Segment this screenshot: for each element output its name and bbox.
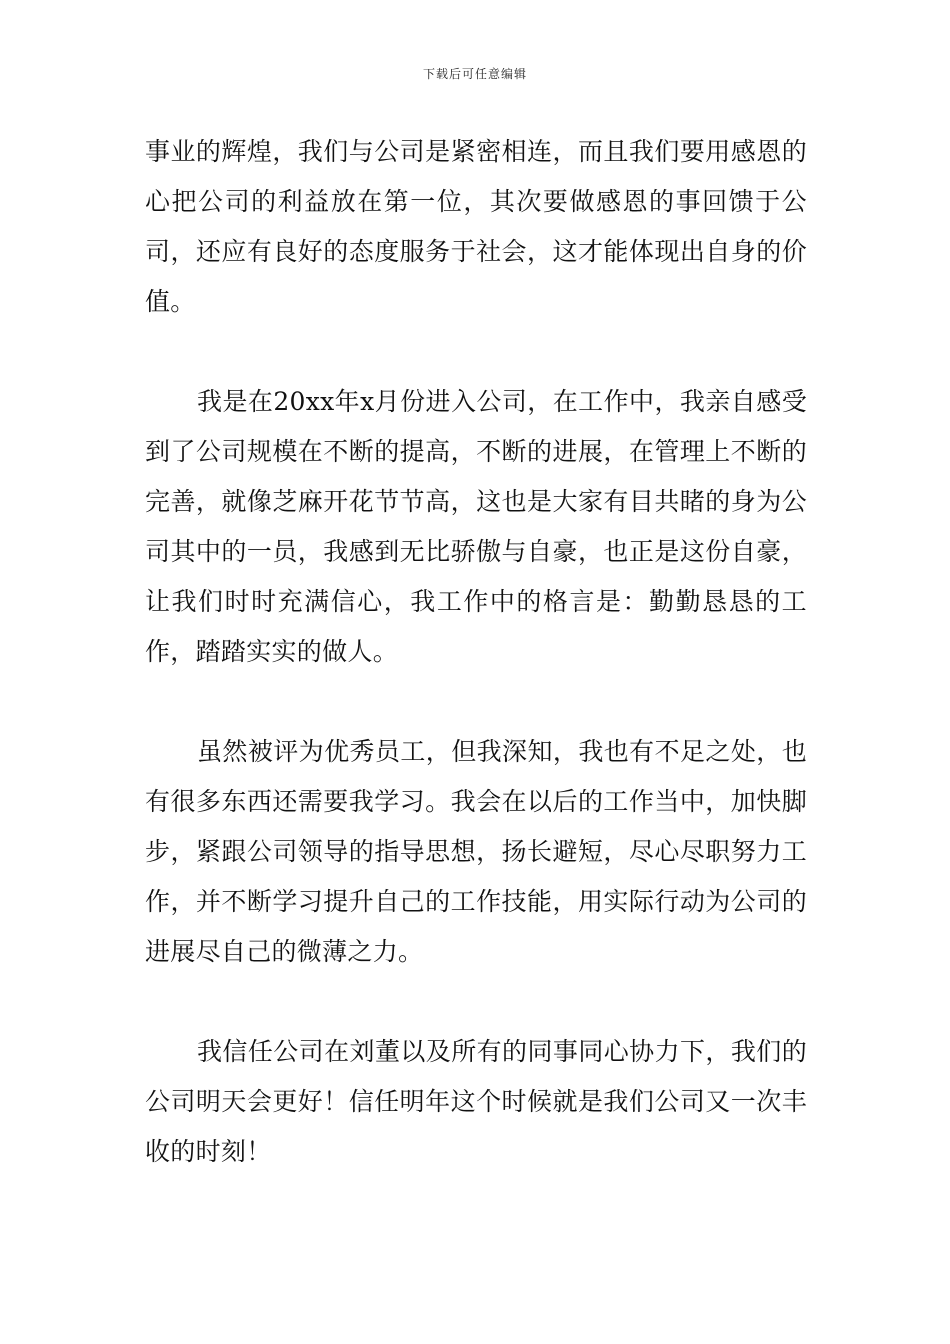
paragraph-3: 虽然被评为优秀员工，但我深知，我也有不足之处，也有很多东西还需要我学习。我会在以后的工作当中，加快脚步，紧跟公司领导的指导思想，扬长避短，尽心尽职努力工作，并不断学习提升自己的工作技能，用实际行动为公司的进展尽自己的微薄之力。 xyxy=(145,737,807,966)
paragraph-gap xyxy=(145,677,807,727)
paragraph-4: 我信任公司在刘董以及所有的同事同心协力下，我们的公司明天会更好！信任明年这个时候就是我们公司又一次丰收的时刻！ xyxy=(145,1037,807,1166)
paragraph-2: 我是在20xx年x月份进入公司，在工作中，我亲自感受到了公司规模在不断的提高，不断的进展，在管理上不断的完善，就像芝麻开花节节高，这也是大家有目共睹的身为公司其中的一员，我感到无比骄傲与自豪，也正是这份自豪，让我们时时充满信心，我工作中的格言是：勤勤恳恳的工作，踏踏实实的做人。 xyxy=(145,387,807,666)
paragraph-gap xyxy=(145,977,807,1027)
page-header: 下载后可任意编辑 xyxy=(422,67,527,81)
paragraph-gap xyxy=(145,327,807,377)
document-body xyxy=(145,127,807,1177)
paragraph-1: 事业的辉煌，我们与公司是紧密相连，而且我们要用感恩的心把公司的利益放在第一位，其次要做感恩的事回馈于公司，还应有良好的态度服务于社会，这才能体现出自身的价值。 xyxy=(145,137,807,316)
